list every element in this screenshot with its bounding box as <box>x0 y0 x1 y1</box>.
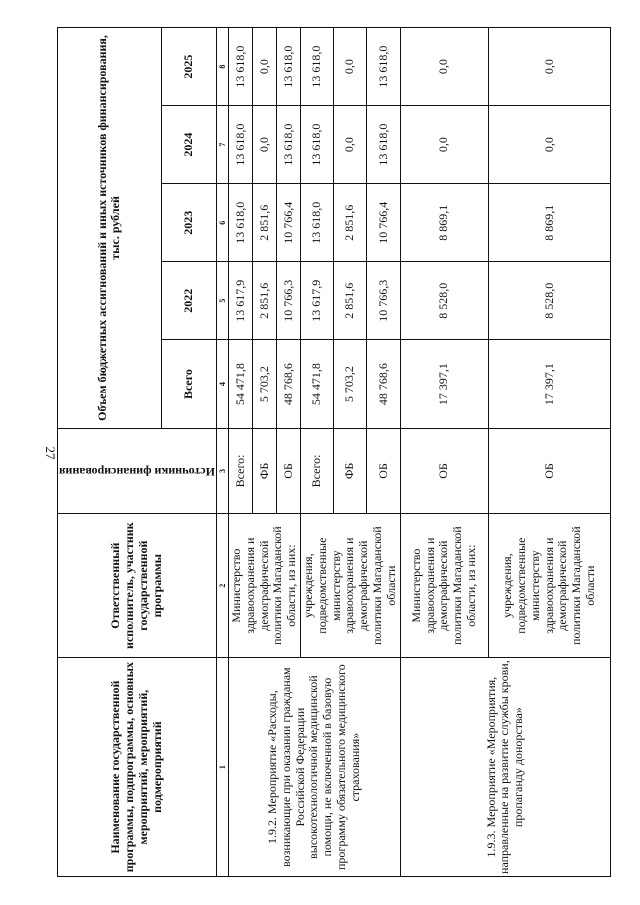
header-year-2025: 2025 <box>161 28 216 106</box>
index-cell: 1 <box>216 658 228 877</box>
value-2024: 13 618,0 <box>276 106 300 184</box>
header-year-2022: 2022 <box>161 262 216 340</box>
value-2022: 2 851,6 <box>334 262 367 340</box>
table-row <box>400 28 488 877</box>
source-cell: ОБ <box>276 428 300 513</box>
header-executor: Ответственный исполнитель, участник государственной программы <box>58 514 217 658</box>
index-row <box>216 28 228 877</box>
value-2025: 13 618,0 <box>367 28 400 106</box>
value-2023: 10 766,4 <box>367 184 400 262</box>
activity-executor: Министерство здравоохранения и демографической политики Магаданской области, из них: <box>228 514 300 658</box>
table-row <box>228 28 252 877</box>
total-cell: 48 768,6 <box>367 340 400 429</box>
value-2025: 13 618,0 <box>228 28 252 106</box>
source-cell: Всего: <box>300 428 333 513</box>
value-2024: 0,0 <box>488 106 610 184</box>
value-2024: 0,0 <box>400 106 488 184</box>
budget-table <box>57 27 611 877</box>
value-2024: 0,0 <box>334 106 367 184</box>
index-cell: 3 <box>216 428 228 513</box>
activity-executor-sub: учреждения, подведомственные министерству здравоохранения и демографической политики Магаданской области <box>300 514 400 658</box>
activity-executor: Министерство здравоохранения и демографической политики Магаданской области, из них: <box>400 514 488 658</box>
index-cell: 7 <box>216 106 228 184</box>
header-row-1 <box>58 28 162 877</box>
value-2024: 13 618,0 <box>228 106 252 184</box>
header-year-2024: 2024 <box>161 106 216 184</box>
value-2023: 8 869,1 <box>400 184 488 262</box>
activity-name: 1.9.2. Мероприятие «Расходы, возникающие при оказании гражданам Российской Федерации высокотехнологичной медицинской помощи, не включенной в базовую программу обязательного медицинского страхования» <box>228 658 400 877</box>
index-cell: 5 <box>216 262 228 340</box>
index-cell: 6 <box>216 184 228 262</box>
header-total: Всего <box>161 340 216 429</box>
total-cell: 48 768,6 <box>276 340 300 429</box>
source-cell: ОБ <box>367 428 400 513</box>
source-cell: ОБ <box>400 428 488 513</box>
total-cell: 17 397,1 <box>488 340 610 429</box>
value-2025: 0,0 <box>488 28 610 106</box>
index-cell: 2 <box>216 514 228 658</box>
value-2023: 10 766,4 <box>276 184 300 262</box>
value-2023: 2 851,6 <box>334 184 367 262</box>
value-2025: 13 618,0 <box>276 28 300 106</box>
index-cell: 4 <box>216 340 228 429</box>
value-2022: 10 766,3 <box>367 262 400 340</box>
index-cell: 8 <box>216 28 228 106</box>
total-cell: 5 703,2 <box>252 340 276 429</box>
value-2023: 8 869,1 <box>488 184 610 262</box>
value-2022: 13 617,9 <box>228 262 252 340</box>
value-2023: 2 851,6 <box>252 184 276 262</box>
activity-name: 1.9.3. Мероприятие «Мероприятия, направленные на развитие службы крови, пропаганду донорства» <box>400 658 610 877</box>
value-2025: 13 618,0 <box>300 28 333 106</box>
total-cell: 54 471,8 <box>300 340 333 429</box>
page-number: 27 <box>43 446 58 460</box>
value-2025: 0,0 <box>252 28 276 106</box>
value-2023: 13 618,0 <box>300 184 333 262</box>
total-cell: 17 397,1 <box>400 340 488 429</box>
value-2022: 10 766,3 <box>276 262 300 340</box>
source-cell: ФБ <box>334 428 367 513</box>
value-2025: 0,0 <box>334 28 367 106</box>
table-wrapper <box>57 27 611 877</box>
value-2025: 0,0 <box>400 28 488 106</box>
value-2023: 13 618,0 <box>228 184 252 262</box>
source-cell: ОБ <box>488 428 610 513</box>
total-cell: 54 471,8 <box>228 340 252 429</box>
value-2022: 2 851,6 <box>252 262 276 340</box>
source-cell: Всего: <box>228 428 252 513</box>
header-source: Источники финансирования <box>58 428 217 513</box>
value-2022: 8 528,0 <box>400 262 488 340</box>
value-2024: 13 618,0 <box>367 106 400 184</box>
header-volume: Объем бюджетных ассигнований и иных источников финансирования, тыс. рублей <box>58 28 162 429</box>
value-2024: 0,0 <box>252 106 276 184</box>
activity-executor-sub: учреждения, подведомственные министерству здравоохранения и демографической политики Магаданской области <box>488 514 610 658</box>
source-cell: ФБ <box>252 428 276 513</box>
value-2022: 13 617,9 <box>300 262 333 340</box>
header-year-2023: 2023 <box>161 184 216 262</box>
header-name: Наименование государственной программы, подпрограммы, основных мероприятий, мероприятий, подмероприятий <box>58 658 217 877</box>
value-2024: 13 618,0 <box>300 106 333 184</box>
total-cell: 5 703,2 <box>334 340 367 429</box>
rotated-table-container <box>57 27 611 877</box>
value-2022: 8 528,0 <box>488 262 610 340</box>
